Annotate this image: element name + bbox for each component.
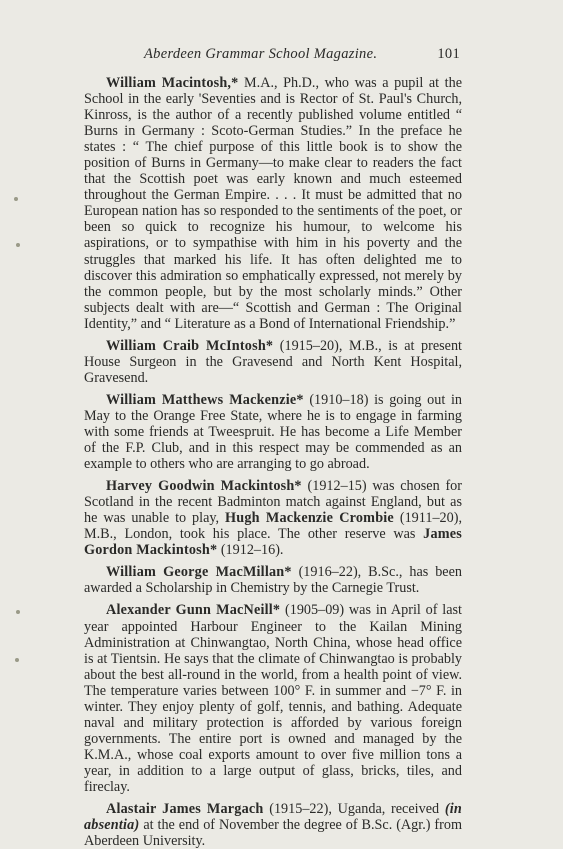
paragraph-mcintosh — [84, 338, 462, 386]
binding-hole-mark — [15, 658, 19, 662]
paragraph-margach — [84, 801, 462, 849]
person-name: Alastair James Margach — [106, 801, 264, 818]
article-body — [84, 75, 462, 849]
paragraph-macneill — [84, 602, 462, 795]
magazine-title: Aberdeen Grammar School Magazine. — [144, 46, 378, 62]
person-name-3: James Gordon Mackintosh* — [84, 526, 462, 559]
paragraph-mackenzie — [84, 392, 462, 472]
person-name: William Craib McIntosh* — [106, 337, 274, 354]
page-number: 101 — [437, 46, 460, 62]
paragraph-text: (1905–09) was in April of last year appointed Harbour Engineer to the Kailan Mining Administration at Chinwangtao, North China, whose head office is at Tientsin. He says that the climate of Chinwangtao is probably about the best all-round in the world, from a health point of view. The temperature varies between 100° F. in summer and −7° F. in winter. They enjoy plenty of golf, tennis, and bathing. Adequate naval and military protection is afforded by various foreign governments. The entire port is owned and managed by the K.M.A., whose coal exports amount to over five million tons a year, in addition to a large output of glass, bricks, tiles, and fireclay. — [84, 602, 462, 795]
person-name: Alexander Gunn MacNeill* — [106, 602, 281, 619]
binding-hole-mark — [16, 610, 20, 614]
person-name: Harvey Goodwin Mackintosh* — [106, 478, 302, 495]
binding-hole-mark — [16, 243, 20, 247]
paragraph-macintosh — [84, 75, 462, 332]
person-name-2: Hugh Mackenzie Crombie — [225, 510, 394, 527]
paragraph-text: M.A., Ph.D., who was a pupil at the School in the early 'Seventies and is Rector of St. Paul's Church, Kinross, is the author of a recently published volume entitled “ Burns in Germany : Scoto-German Studies.” In the preface he states : “ The chief purpose of this little book is to show the position of Burns in Germany—to make clear to readers the fact that the Scottish poet was early known and much esteemed throughout the German Empire. . . . It must be admitted that no European nation has so responded to the sentiments of the poet, or been so quick to recognize his humour, to welcome his aspirations, or to sympathise with him in his poverty and the struggles that marked his life. It has often delighted me to discover this admiration so emphatically expressed, not merely by the common people, but by the most scholarly minds.” Other subjects dealt with are—“ Scottish and German : The Original Identity,” and “ Literature as a Bond of International Friendship.” — [84, 75, 462, 332]
person-name: William George MacMillan* — [106, 564, 292, 581]
paragraph-mackintosh — [84, 478, 462, 558]
paragraph-text: (1912–15) was chosen for Scotland in the recent Badminton match against England, but as he was unable to play, — [84, 478, 462, 527]
paragraph-text: (1915–20), M.B., is at present House Surgeon in the Gravesend and North Kent Hospital, Gravesend. — [84, 337, 462, 386]
italic-phrase: (in absentia) — [84, 801, 462, 834]
paragraph-text-2: (1911–20), M.B., London, took his place. The other reserve was — [84, 510, 462, 543]
person-name: William Matthews Mackenzie* — [106, 391, 304, 408]
paragraph-text: (1915–22), Uganda, received — [263, 801, 445, 818]
paragraph-macmillan — [84, 564, 462, 596]
paragraph-text: (1910–18) is going out in May to the Orange Free State, where he is to engage in farming with some friends at Tweespruit. He has become a Life Member of the F.P. Club, and in this respect may be commended as an example to others who are arranging to go abroad. — [84, 391, 462, 473]
paragraph-text: (1916–22), B.Sc., has been awarded a Scholarship in Chemistry by the Carnegie Trust. — [84, 564, 462, 597]
binding-hole-mark — [14, 197, 18, 201]
paragraph-text-2: at the end of November the degree of B.Sc. (Agr.) from Aberdeen University. — [84, 817, 462, 849]
paragraph-text-3: (1912–16). — [217, 542, 284, 559]
person-name: William Macintosh,* — [106, 75, 239, 91]
